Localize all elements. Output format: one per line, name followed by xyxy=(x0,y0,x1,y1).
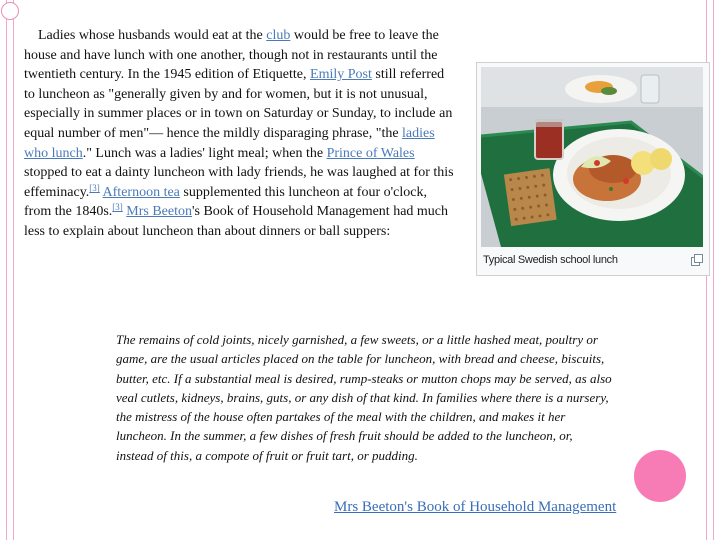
enlarge-icon[interactable] xyxy=(691,253,703,265)
blockquote-beeton: The remains of cold joints, nicely garnished, a few sweets, or a little hashed meat, poultry or game, are the usual articles placed on the table for luncheon, with bread and cheese, biscuits, butter, etc. If a substantial meal is desired, rump-steaks or mutton chops may be served, as also veal cutlets, kidneys, brains, guts, or any dish of that kind. In families where there is a nursery, the mistress of the house often partakes of the meal with the children, and makes it her luncheon. In the summer, a few dishes of fresh fruit should be added to the luncheon, or, instead of this, a compote of fruit or fruit tart, or pudding. xyxy=(116,332,612,463)
link-emily-post[interactable]: Emily Post xyxy=(310,67,372,83)
image-figure xyxy=(476,62,710,276)
reference-link[interactable]: [3] xyxy=(112,202,123,213)
link-club[interactable]: club xyxy=(266,28,291,43)
decorative-circle-bottom xyxy=(634,450,686,502)
lunch-tray-illustration xyxy=(481,67,703,247)
link-prince-of-wales[interactable]: Prince of Wales xyxy=(326,145,415,161)
article-paragraph xyxy=(24,26,456,242)
paragraph-text: stopped to eat a dainty luncheon with lady friends, he was laughed at for this effeminacy. xyxy=(24,165,454,200)
source-link[interactable]: Mrs Beeton's Book of Household Management xyxy=(334,499,617,515)
paragraph-text: would be free to leave the house and have lunch with one another, though not in restaurants until the twentieth century. In the 1945 edition of Etiquette, xyxy=(24,28,439,83)
reference-link[interactable]: [3] xyxy=(89,182,100,193)
decorative-circle-top xyxy=(1,2,19,20)
link-mrs-beeton[interactable]: Mrs Beeton xyxy=(126,204,192,220)
paragraph-text: still referred to luncheon as "generally given by and for women, but it is not unusual, especially in summer places or in town on Saturday or Sunday, to include an equal number of men"— hence the mildly disparaging phrase, "the xyxy=(24,67,453,141)
image-caption: Typical Swedish school lunch xyxy=(483,254,618,266)
paragraph-text: ." Lunch was a ladies' light meal; when the xyxy=(82,145,327,161)
lunch-photo[interactable] xyxy=(481,67,703,247)
link-afternoon-tea[interactable]: Afternoon tea xyxy=(102,184,180,200)
paragraph-text: Ladies whose husbands would eat at the xyxy=(38,28,267,43)
paragraph-text: 's Book of Household Management had much less to explain about luncheon than about dinners or ball suppers: xyxy=(24,204,449,239)
left-frame-border xyxy=(6,0,14,540)
paragraph-text: supplemented this luncheon at four o'clock, from the 1840s. xyxy=(24,184,427,220)
link-ladies-who-lunch[interactable]: ladies who lunch xyxy=(24,125,435,161)
